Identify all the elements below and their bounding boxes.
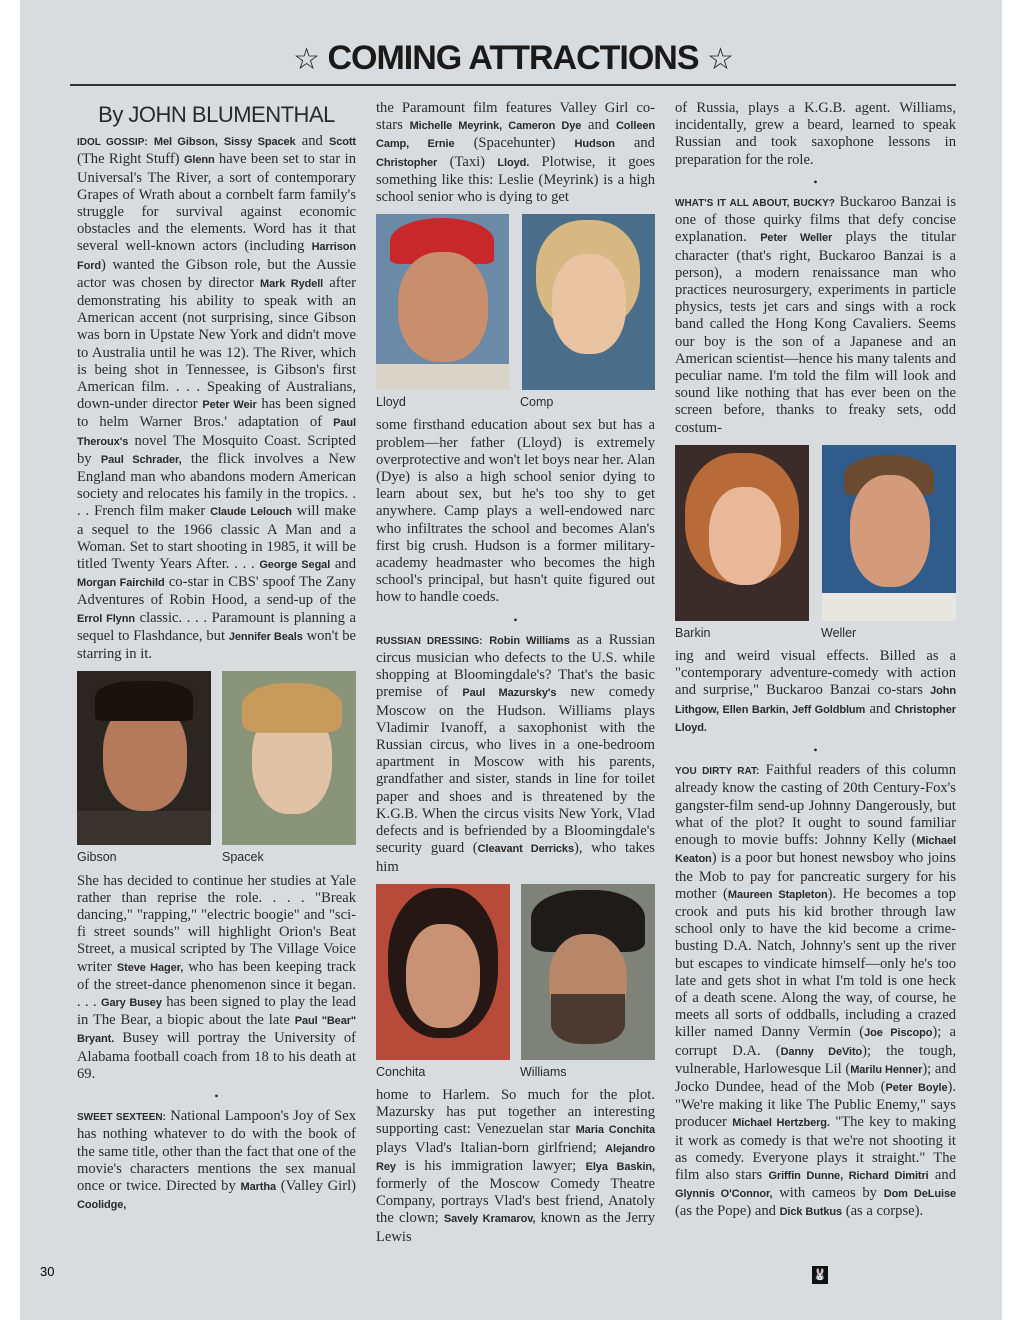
name: Martha [240,1180,276,1193]
name: Paul Mazursky's [462,687,557,700]
paragraph [675,648,956,737]
text: Plotwise, it goes something like this: Leslie (Meyrink) is a high school senior who is dying to get [376,153,655,206]
dirty-rat-paragraph [675,762,956,1221]
name: Christopher Lloyd. [675,703,956,734]
name: Peter Weir [202,399,257,412]
text: the flick involves a New England man who abandons modern American society and relocates his family in the tropics. . . . French film maker [77,450,356,520]
caption-row [675,625,956,642]
text: She has decided to continue her studies at Yale rather than reprise the role. . . . "Break dancing," "rapping," "electric boogie" and "sci-fi street sounds" will highlight Orion's Beat Street, a musical scripted by The Village Voice writer [77,872,356,975]
text: plays the titular character (that's right, Buckaroo Banzai is a person), a modern renaissance man who practices neurosurgery, experiments in particle physics, tests jet cars and sings with a rock band called the Hong Kong Cavaliers. Seems our boy is the son of a Japanese and an American scientist—hence his many talents and peculiar name. I'm told the film will look and sound like nothing that has ever been on the screen before, thanks to freaky sets, odd costum- [675,229,956,436]
text: new comedy Moscow on the Hudson. Williams plays Vladimir Ivanoff, a saxophonist with the Russian circus, who lives in a one-bedroom apartment in Moscow with his parents, grandfather and sister, stands in line for toilet paper and shoes and is threatened by the K.G.B. When the circus visits New York, Vlad defects and is befriended by a Bloomingdale's security guard ( [376,684,655,857]
text: known as the Jerry Lewis [376,1210,655,1245]
paragraph [77,873,356,1083]
column-2 [376,100,655,1246]
text: Busey will portray the University of Alabama football coach from 18 to his death at 69. [77,1030,357,1082]
photo-row-conchita-williams [376,884,655,1060]
sweet-sexteen-paragraph [77,1108,356,1214]
name: Griffin Dunne, Richard Dimitri [768,1169,929,1182]
name: Danny DeVito [780,1045,863,1058]
text: ); the tough, vulnerable, Harlowesque Lil ( [675,1042,956,1077]
name: Michael Keaton [675,835,956,866]
paragraph [675,100,956,169]
text: after demonstrating his ability to speak with an American accent (not surprising, since Gibson was born in Upstate New York and didn't move to Australia until he was 12). The River, which is being shot in Tennessee, is Gibson's first American film. . . . Speaking of Australians, down-under director [77,274,357,413]
section-bullet: • [513,612,518,627]
name: Harrison Ford [77,241,356,272]
text: (The Right Stuff) [77,151,180,168]
photo-conchita [376,884,510,1060]
caption-barkin: Barkin [675,625,711,640]
photo-weller [822,445,956,621]
text: have been set to star in Universal's The River, a sort of contemporary Grapes of Wrath about a cornbelt farm family's struggle for survival against economic obstacles and the elements. Word has it that several well-known actors (including [77,151,356,255]
photo-gibson [77,671,211,845]
name: Errol Flynn [77,612,135,625]
text: ). "We're making it like The Public Enemy," says producer [675,1078,956,1131]
name: Mark Rydell [260,277,324,290]
name: John Lithgow, Ellen Barkin, Jeff Goldblum [675,685,956,716]
text: National Lampoon's Joy of Sex has nothing whatever to do with the book of the same title, other than the fact that one of the movie's characters mentions the sex manual once or twice. Directed by [77,1108,356,1194]
photo-barkin [675,445,809,621]
name: Christopher [376,156,438,169]
page-title: COMING ATTRACTIONS [327,39,699,77]
paragraph [376,417,655,606]
text: ing and weird visual effects. Billed as a "contemporary adventure-comedy with action and surprise," Buckaroo Banzai co-stars [675,648,956,699]
text: and [633,135,655,152]
photo-row-barkin-weller [675,445,956,621]
text: of Russia, plays a K.G.B. agent. Williams, incidentally, grew a beard, learned to speak Russian and took saxophone lessons in preparation for the role. [675,100,956,168]
name: Lloyd. [497,156,530,169]
photo-comp [522,214,655,390]
section-bullet: • [813,743,818,758]
name: Cleavant Derricks [477,843,574,856]
text: plays Vlad's Italian-born girlfriend; [376,1139,597,1156]
name: Dick Butkus [779,1206,843,1219]
section-head: RUSSIAN DRESSING: [376,635,483,647]
section-bullet: • [214,1088,219,1103]
page-header [70,38,956,86]
star-icon-left: ☆ [293,43,319,76]
text: ); a corrupt D.A. ( [675,1024,956,1059]
name: Elya Baskin, [585,1160,655,1173]
caption-comp: Comp [520,395,554,410]
section-head: SWEET SEXTEEN: [77,1112,166,1124]
caption-row [77,849,356,866]
text: has been signed to play the lead in The Bear, a biopic about the late [77,993,356,1029]
name: Michael Hertzberg. [732,1117,830,1130]
text: (as the Pope) and [675,1203,776,1220]
section-head: YOU DIRTY RAT: [675,766,760,778]
text: some firsthand education about sex but has a problem—her father (Lloyd) is extremely overprotective and won't let boys near her. Alan (Dye) is also a high school senior dying to learn about sex, but he's too shy to get anywhere. Camp plays a well-endowed narc who infiltrates the school and becomes Alan's first big crush. Hudson is a former military-academy headmaster who becomes the high school's principal, but hasn't quite figured out how to handle coeds. [376,417,656,606]
column-3 [675,100,956,1222]
name: Dom DeLuise [883,1188,956,1201]
caption-williams: Williams [520,1064,567,1079]
name: George Segal [259,559,331,572]
caption-conchita: Conchita [376,1064,426,1079]
name: Morgan Fairchild [77,577,165,590]
text: (Taxi) [449,153,486,170]
photo-row-gibson-spacek [77,671,356,845]
text: home to Harlem. So much for the plot. Mazursky has put together an interesting supporting cast: Venezuelan star [376,1086,655,1138]
name: Maria Conchita [575,1124,655,1137]
page-number: 30 [40,1264,55,1279]
caption-row [376,394,655,411]
name: Gary Busey [101,996,162,1009]
text: "The key to making it work as comedy is that we're not shooting it as comedy. Everyone plays it straight." The film also stars [675,1114,956,1183]
text: won't be starring in it. [77,627,356,663]
name: Peter Weller [760,232,833,245]
idol-gossip-paragraph [77,133,356,663]
name: Scott [328,136,356,149]
photo-spacek [222,671,356,845]
text: formerly of the Moscow Comedy Theatre Company, portrays Vlad's best friend, Anatoly the clown; [376,1175,655,1227]
text: with cameos by [779,1185,877,1202]
text: and [334,556,356,573]
name: Colleen Camp, Ernie [376,120,655,151]
text: ) wanted the Gibson role, but the Aussie actor was chosen by director [77,256,356,291]
text: novel The Mosquito Coast. Scripted by [77,432,356,467]
name: Steve Hager, [116,961,184,974]
byline: By JOHN BLUMENTHAL [98,102,335,127]
text: ). He becomes a top crook and puts his kid brother through law school only to have the kid become a crime-busting D.A. Natch, Johnny's sent up the river but escapes to vindicate himself—only he's too late and gets shot in what I'm told is one heck of a death scene. Along the way, of course, he meets all sorts of oddballs, including a crazed killer named Danny Vermin ( [675,885,956,1041]
name: Peter Boyle [885,1081,948,1094]
text: has been signed to helm Warner Bros.' adaptation of [77,396,356,431]
text: ), who takes him [376,840,655,875]
text: classic. . . . Paramount is planning a sequel to Flashdance, but [77,609,357,644]
name: Sissy Spacek [223,136,296,149]
name: Glynnis O'Connor, [675,1188,773,1201]
text: ) is a poor but honest newsboy who joins the Mob to pay for pancreatic surgery for his mother ( [675,850,956,902]
text: ); and Jocko Dundee, head of the Mob ( [675,1060,956,1095]
photo-lloyd [376,214,509,390]
russian-dressing-paragraph [376,632,655,876]
section-head: IDOL GOSSIP: [77,137,148,149]
text: and [869,700,891,717]
column-1 [77,100,356,1214]
text: who has been keeping track of the street-dance phenomenon since it began. . . . [77,958,356,1010]
caption-row [376,1064,655,1081]
name: Paul Schrader, [100,453,182,466]
text: and [588,117,610,134]
name: Coolidge, [77,1199,127,1212]
text: (as a corpse). [845,1203,924,1220]
name: Hudson [574,138,615,151]
name: Savely Kramarov, [443,1213,536,1226]
photo-williams [521,884,655,1060]
text: as a Russian circus musician who defects to the U.S. while shopping at Bloomingdale's? That's the basic premise of [376,631,655,701]
caption-lloyd: Lloyd [376,395,406,410]
text: Buckaroo Banzai is one of those quirky films that defy concise explanation. [675,194,956,246]
section-head: WHAT'S IT ALL ABOUT, BUCKY? [675,198,835,210]
name: Claude Lelouch [210,506,292,519]
caption-spacek: Spacek [222,850,264,865]
name: Glenn [183,154,215,167]
name: Jennifer Beals [228,630,303,643]
name: Michelle Meyrink, Cameron Dye [409,120,582,133]
name: Joe Piscopo [864,1027,933,1040]
text: will make a sequel to the 1966 classic A Man and a Woman. Set to start shooting in 1985, it will be titled Twenty Years After. . . . [77,503,357,573]
name: Robin Williams [489,634,570,647]
name: Mel Gibson, [153,136,218,149]
name: Paul "Bear" Bryant. [77,1015,357,1046]
text: (Spacehunter) [473,135,556,152]
text: is his immigration lawyer; [405,1157,577,1174]
text: the Paramount film features Valley Girl co-stars [376,100,655,134]
text: and [934,1166,956,1183]
photo-row-lloyd-comp [376,214,655,390]
caption-weller: Weller [821,625,857,640]
name: Maureen Stapleton [727,888,828,901]
text: and [301,133,323,150]
text: (Valley Girl) [280,1177,356,1194]
name: Marilu Henner [850,1063,923,1076]
rabbit-logo-icon: 🐰 [812,1266,828,1284]
caption-gibson: Gibson [77,850,117,865]
text: co-star in CBS' spoof The Zany Adventures of Robin Hood, a send-up of the [77,574,356,609]
section-bullet: • [813,174,818,189]
name: Alejandro Rey [376,1142,655,1173]
text: Faithful readers of this column already know the casting of 20th Century-Fox's gangster-film send-up Johnny Dangerously, but what of the plot? It ought to sound familiar enough to movie buffs: Johnny Kelly ( [675,762,956,849]
paragraph [376,1087,655,1246]
star-icon-right: ☆ [706,43,733,76]
paragraph [376,100,655,206]
bucky-paragraph [675,194,956,437]
name: Paul Theroux's [77,417,356,448]
